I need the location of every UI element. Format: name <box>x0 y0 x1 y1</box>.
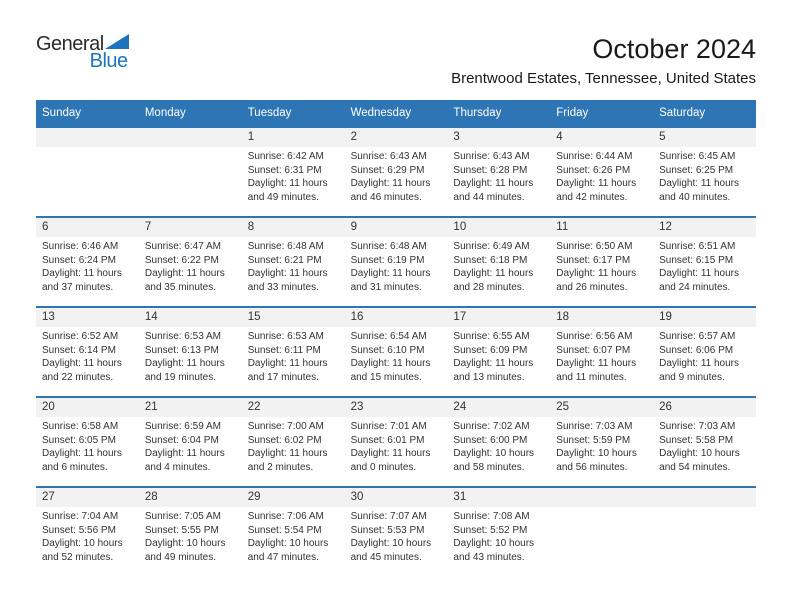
dow-header-thursday: Thursday <box>453 107 502 119</box>
day-number: 16 <box>345 308 448 327</box>
day-number: 22 <box>242 398 345 417</box>
day-number: 15 <box>242 308 345 327</box>
day-number: 18 <box>550 308 653 327</box>
day-details <box>550 237 653 294</box>
day-detail-line: and 6 minutes. <box>42 461 108 473</box>
day-detail-line: Sunrise: 6:45 AM <box>659 151 736 162</box>
day-detail-line: Sunrise: 7:03 AM <box>556 421 633 432</box>
day-detail-line: and 2 minutes. <box>247 461 314 473</box>
calendar-empty-cell <box>139 128 242 216</box>
day-detail-line: Sunrise: 6:47 AM <box>144 241 221 252</box>
day-detail-line: Sunset: 6:18 PM <box>453 254 528 266</box>
day-number: 31 <box>447 488 550 507</box>
calendar-day-cell <box>447 488 550 576</box>
calendar-day-cell <box>139 398 242 486</box>
day-detail-line: Sunset: 6:04 PM <box>144 434 219 446</box>
day-number: 7 <box>139 218 242 237</box>
day-detail-line: and 49 minutes. <box>247 191 319 203</box>
day-number: 26 <box>653 398 756 417</box>
day-details <box>653 507 756 510</box>
calendar-day-cell <box>242 398 345 486</box>
day-detail-line: and 4 minutes. <box>144 461 211 473</box>
day-detail-line: Daylight: 11 hours <box>42 448 122 459</box>
day-detail-line: Sunrise: 7:08 AM <box>453 511 530 522</box>
day-detail-line: Daylight: 10 hours <box>453 448 535 459</box>
day-details <box>242 327 345 384</box>
dow-header-tuesday: Tuesday <box>247 107 292 119</box>
day-detail-line: Sunrise: 6:53 AM <box>144 331 221 342</box>
day-detail-line: Daylight: 11 hours <box>453 178 534 189</box>
day-details <box>447 507 550 564</box>
logo-text-blue: Blue <box>89 50 128 72</box>
day-detail-line: Sunrise: 6:51 AM <box>659 241 736 252</box>
day-detail-line: Daylight: 11 hours <box>247 358 328 369</box>
calendar-table <box>36 100 756 576</box>
day-detail-line: Sunset: 5:54 PM <box>247 524 322 536</box>
calendar-week-row <box>36 396 756 486</box>
day-number: 1 <box>242 128 345 147</box>
day-detail-line: Daylight: 10 hours <box>453 538 535 549</box>
calendar-day-cell <box>345 218 448 306</box>
day-detail-line: Sunset: 5:59 PM <box>556 434 631 446</box>
day-detail-line: Daylight: 10 hours <box>556 448 637 459</box>
day-details <box>139 237 242 294</box>
calendar-day-cell <box>345 308 448 396</box>
day-detail-line: Sunset: 6:14 PM <box>42 344 116 356</box>
calendar-day-cell <box>345 128 448 216</box>
day-detail-line: Sunset: 6:02 PM <box>247 434 322 446</box>
day-detail-line: and 40 minutes. <box>659 191 731 203</box>
dow-header-saturday: Saturday <box>659 107 706 119</box>
calendar-empty-cell <box>653 488 756 576</box>
day-number <box>550 488 653 507</box>
day-details <box>36 147 139 150</box>
day-details <box>447 327 550 384</box>
general-blue-logo <box>36 34 129 71</box>
day-detail-line: and 54 minutes. <box>659 461 731 473</box>
day-details <box>653 417 756 474</box>
day-detail-line: Sunrise: 6:58 AM <box>42 421 119 432</box>
day-detail-line: Daylight: 11 hours <box>659 268 739 279</box>
day-detail-line: Sunrise: 6:56 AM <box>556 331 633 342</box>
calendar-day-cell <box>139 488 242 576</box>
day-detail-line: Sunrise: 6:57 AM <box>659 331 736 342</box>
day-detail-line: Sunset: 6:22 PM <box>144 254 219 266</box>
day-number: 4 <box>550 128 653 147</box>
day-detail-line: and 24 minutes. <box>659 281 731 293</box>
day-detail-line: Sunset: 6:00 PM <box>453 434 528 446</box>
day-detail-line: Daylight: 10 hours <box>247 538 329 549</box>
day-detail-line: Sunrise: 6:54 AM <box>350 331 427 342</box>
day-detail-line: Sunset: 5:53 PM <box>350 524 425 536</box>
day-detail-line: Sunrise: 6:43 AM <box>350 151 427 162</box>
day-detail-line: Daylight: 11 hours <box>556 358 637 369</box>
day-details <box>242 507 345 564</box>
day-detail-line: Daylight: 10 hours <box>659 448 740 459</box>
day-detail-line: Sunrise: 6:44 AM <box>556 151 633 162</box>
day-number: 9 <box>345 218 448 237</box>
calendar-day-cell <box>653 128 756 216</box>
day-details <box>550 147 653 204</box>
day-detail-line: Sunset: 6:28 PM <box>453 164 528 176</box>
day-number: 24 <box>447 398 550 417</box>
day-number: 6 <box>36 218 139 237</box>
day-number: 2 <box>345 128 448 147</box>
day-number: 28 <box>139 488 242 507</box>
day-detail-line: Sunrise: 6:53 AM <box>247 331 324 342</box>
day-detail-line: Sunset: 6:31 PM <box>247 164 322 176</box>
day-detail-line: and 45 minutes. <box>350 551 422 563</box>
day-details <box>242 147 345 204</box>
day-detail-line: Daylight: 10 hours <box>42 538 123 549</box>
day-detail-line: Sunset: 5:58 PM <box>659 434 734 446</box>
day-detail-line: and 37 minutes. <box>42 281 114 293</box>
day-details <box>550 327 653 384</box>
day-number: 13 <box>36 308 139 327</box>
day-of-week-header-row <box>36 100 756 126</box>
day-details <box>139 417 242 474</box>
calendar-empty-cell <box>36 128 139 216</box>
day-detail-line: and 0 minutes. <box>350 461 417 473</box>
day-detail-line: Sunrise: 6:49 AM <box>453 241 530 252</box>
day-detail-line: Sunset: 6:26 PM <box>556 164 631 176</box>
calendar-day-cell <box>36 488 139 576</box>
day-detail-line: Sunrise: 7:02 AM <box>453 421 530 432</box>
day-detail-line: Daylight: 11 hours <box>659 358 739 369</box>
day-detail-line: Daylight: 11 hours <box>247 268 328 279</box>
day-details <box>345 147 448 204</box>
calendar-day-cell <box>550 398 653 486</box>
dow-header-friday: Friday <box>556 107 589 119</box>
day-detail-line: and 49 minutes. <box>144 551 217 563</box>
day-number: 14 <box>139 308 242 327</box>
day-details <box>139 327 242 384</box>
day-detail-line: and 44 minutes. <box>453 191 525 203</box>
day-detail-line: Sunset: 6:11 PM <box>247 344 321 356</box>
day-detail-line: Daylight: 11 hours <box>350 358 431 369</box>
day-detail-line: Daylight: 11 hours <box>247 178 328 189</box>
day-detail-line: Sunrise: 6:52 AM <box>42 331 119 342</box>
calendar-day-cell <box>242 128 345 216</box>
calendar-day-cell <box>242 218 345 306</box>
day-detail-line: and 28 minutes. <box>453 281 525 293</box>
day-detail-line: Sunset: 6:15 PM <box>659 254 734 266</box>
day-number: 27 <box>36 488 139 507</box>
day-detail-line: Sunset: 6:06 PM <box>659 344 734 356</box>
day-detail-line: Sunrise: 6:42 AM <box>247 151 324 162</box>
day-details <box>36 417 139 474</box>
day-detail-line: and 46 minutes. <box>350 191 422 203</box>
day-detail-line: and 33 minutes. <box>247 281 319 293</box>
calendar-week-row <box>36 216 756 306</box>
calendar-day-cell <box>345 398 448 486</box>
calendar-day-cell <box>139 218 242 306</box>
day-details <box>242 417 345 474</box>
day-detail-line: Sunset: 6:25 PM <box>659 164 734 176</box>
day-number: 19 <box>653 308 756 327</box>
day-detail-line: Sunset: 5:56 PM <box>42 524 116 536</box>
day-detail-line: Sunrise: 7:06 AM <box>247 511 324 522</box>
calendar-day-cell <box>36 398 139 486</box>
day-detail-line: Sunrise: 7:05 AM <box>144 511 221 522</box>
day-detail-line: and 13 minutes. <box>453 371 525 383</box>
day-detail-line: and 47 minutes. <box>247 551 319 563</box>
day-detail-line: and 22 minutes. <box>42 371 114 383</box>
day-number <box>653 488 756 507</box>
calendar-day-cell <box>447 128 550 216</box>
day-number: 17 <box>447 308 550 327</box>
day-detail-line: and 15 minutes. <box>350 371 422 383</box>
logo-text-general: General <box>36 33 104 55</box>
page-subtitle: Brentwood Estates, Tennessee, United States <box>451 70 756 88</box>
day-number: 30 <box>345 488 448 507</box>
day-detail-line: Daylight: 11 hours <box>453 268 534 279</box>
day-number: 20 <box>36 398 139 417</box>
day-details <box>447 147 550 204</box>
dow-header-wednesday: Wednesday <box>350 107 412 119</box>
day-detail-line: Sunset: 6:01 PM <box>350 434 425 446</box>
calendar-day-cell <box>36 218 139 306</box>
day-detail-line: and 58 minutes. <box>453 461 525 473</box>
day-detail-line: and 17 minutes. <box>247 371 319 383</box>
day-number <box>139 128 242 147</box>
calendar-day-cell <box>653 308 756 396</box>
day-detail-line: Sunrise: 7:03 AM <box>659 421 736 432</box>
dow-header-monday: Monday <box>144 107 186 119</box>
calendar-day-cell <box>653 218 756 306</box>
day-detail-line: and 9 minutes. <box>659 371 725 383</box>
day-details <box>345 417 448 474</box>
day-details <box>653 327 756 384</box>
day-detail-line: Sunset: 6:24 PM <box>42 254 116 266</box>
day-details <box>345 507 448 564</box>
day-details <box>36 507 139 564</box>
day-detail-line: Daylight: 11 hours <box>247 448 328 459</box>
calendar-week-row <box>36 486 756 576</box>
day-detail-line: Daylight: 11 hours <box>556 178 637 189</box>
day-detail-line: Sunrise: 6:50 AM <box>556 241 633 252</box>
day-details <box>345 237 448 294</box>
day-detail-line: and 35 minutes. <box>144 281 217 293</box>
day-detail-line: Sunrise: 6:48 AM <box>247 241 324 252</box>
calendar-day-cell <box>447 218 550 306</box>
day-detail-line: Daylight: 11 hours <box>42 268 122 279</box>
day-number: 8 <box>242 218 345 237</box>
day-details <box>242 237 345 294</box>
day-detail-line: Sunset: 6:29 PM <box>350 164 425 176</box>
day-detail-line: Sunset: 6:19 PM <box>350 254 425 266</box>
day-detail-line: Sunrise: 6:48 AM <box>350 241 427 252</box>
day-detail-line: Daylight: 11 hours <box>659 178 739 189</box>
day-detail-line: Daylight: 11 hours <box>350 178 431 189</box>
day-detail-line: and 26 minutes. <box>556 281 628 293</box>
day-detail-line: and 43 minutes. <box>453 551 525 563</box>
calendar-day-cell <box>447 308 550 396</box>
day-detail-line: Daylight: 11 hours <box>144 268 225 279</box>
day-detail-line: Daylight: 11 hours <box>350 448 431 459</box>
page-title: October 2024 <box>592 34 756 64</box>
day-detail-line: Sunset: 6:17 PM <box>556 254 631 266</box>
day-details <box>36 237 139 294</box>
calendar-day-cell <box>550 218 653 306</box>
day-detail-line: Sunrise: 6:59 AM <box>144 421 221 432</box>
calendar-empty-cell <box>550 488 653 576</box>
day-details <box>345 327 448 384</box>
day-details <box>653 147 756 204</box>
calendar-day-cell <box>653 398 756 486</box>
day-detail-line: Sunrise: 6:55 AM <box>453 331 530 342</box>
day-details <box>550 417 653 474</box>
day-details <box>139 507 242 564</box>
day-detail-line: Sunrise: 7:01 AM <box>350 421 427 432</box>
day-detail-line: Daylight: 10 hours <box>350 538 432 549</box>
day-number: 10 <box>447 218 550 237</box>
day-details <box>36 327 139 384</box>
day-detail-line: Sunset: 6:21 PM <box>247 254 322 266</box>
day-detail-line: Daylight: 11 hours <box>556 268 637 279</box>
day-detail-line: Sunset: 5:52 PM <box>453 524 528 536</box>
calendar-day-cell <box>139 308 242 396</box>
calendar-day-cell <box>242 308 345 396</box>
day-number <box>36 128 139 147</box>
day-detail-line: Sunrise: 6:43 AM <box>453 151 530 162</box>
calendar-day-cell <box>550 128 653 216</box>
day-detail-line: and 19 minutes. <box>144 371 217 383</box>
day-number: 3 <box>447 128 550 147</box>
day-detail-line: and 31 minutes. <box>350 281 422 293</box>
day-number: 5 <box>653 128 756 147</box>
day-detail-line: Daylight: 11 hours <box>453 358 534 369</box>
day-details <box>139 147 242 150</box>
day-detail-line: Sunset: 5:55 PM <box>144 524 219 536</box>
day-detail-line: Sunrise: 7:07 AM <box>350 511 427 522</box>
calendar-day-cell <box>242 488 345 576</box>
day-detail-line: and 56 minutes. <box>556 461 628 473</box>
day-detail-line: Sunrise: 7:04 AM <box>42 511 119 522</box>
calendar-day-cell <box>345 488 448 576</box>
day-number: 11 <box>550 218 653 237</box>
title-block <box>451 34 756 87</box>
day-detail-line: Sunset: 6:05 PM <box>42 434 116 446</box>
calendar-week-row <box>36 306 756 396</box>
day-detail-line: and 52 minutes. <box>42 551 114 563</box>
calendar-week-row <box>36 126 756 216</box>
calendar-day-cell <box>36 308 139 396</box>
day-number: 21 <box>139 398 242 417</box>
day-detail-line: Sunset: 6:07 PM <box>556 344 631 356</box>
calendar-weeks <box>36 126 756 576</box>
day-details <box>653 237 756 294</box>
day-detail-line: and 11 minutes. <box>556 371 627 383</box>
day-detail-line: Daylight: 11 hours <box>144 448 225 459</box>
day-detail-line: Daylight: 11 hours <box>350 268 431 279</box>
page-header <box>0 0 792 87</box>
day-detail-line: Daylight: 11 hours <box>144 358 225 369</box>
day-number: 23 <box>345 398 448 417</box>
day-detail-line: Sunset: 6:13 PM <box>144 344 219 356</box>
day-detail-line: and 42 minutes. <box>556 191 628 203</box>
day-detail-line: Daylight: 10 hours <box>144 538 226 549</box>
day-detail-line: Daylight: 11 hours <box>42 358 122 369</box>
day-details <box>550 507 653 510</box>
day-number: 29 <box>242 488 345 507</box>
day-number: 12 <box>653 218 756 237</box>
day-details <box>447 237 550 294</box>
dow-header-sunday: Sunday <box>42 107 82 119</box>
calendar-day-cell <box>550 308 653 396</box>
day-detail-line: Sunrise: 6:46 AM <box>42 241 119 252</box>
day-details <box>447 417 550 474</box>
calendar-day-cell <box>447 398 550 486</box>
day-number: 25 <box>550 398 653 417</box>
day-detail-line: Sunrise: 7:00 AM <box>247 421 324 432</box>
day-detail-line: Sunset: 6:10 PM <box>350 344 425 356</box>
day-detail-line: Sunset: 6:09 PM <box>453 344 528 356</box>
